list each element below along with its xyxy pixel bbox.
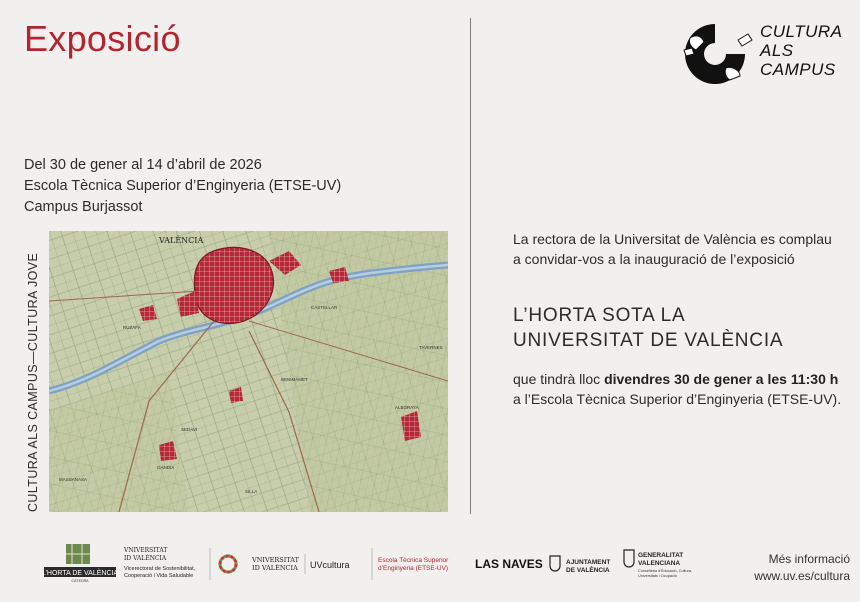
map-city-label: VALÈNCIA	[159, 236, 204, 245]
map-place-label: TAVERNES	[419, 345, 443, 350]
exhibition-title-line: UNIVERSITAT DE VALÈNCIA	[513, 330, 784, 351]
more-info-url[interactable]: www.uv.es/cultura	[754, 569, 850, 583]
details-datetime: divendres 30 de gener a les 11:30 h	[604, 371, 839, 387]
event-dates: Del 30 de gener al 14 d’abril de 2026	[24, 157, 262, 173]
svg-text:UVcultura: UVcultura	[310, 560, 350, 570]
exhibition-title	[513, 303, 843, 353]
catedra-horta-logo	[42, 544, 119, 583]
svg-text:ID VALÈNCIA: ID VALÈNCIA	[124, 555, 167, 562]
details-prefix: que tindrà lloc	[513, 371, 605, 387]
svg-text:LAS NAVES: LAS NAVES	[475, 557, 543, 571]
svg-text:Universitats i Ocupació: Universitats i Ocupació	[638, 574, 677, 578]
map-place-label: GANDIA	[157, 465, 175, 470]
logo-line: ALS	[760, 41, 794, 60]
details-suffix: a l’Escola Tècnica Superior d’Enginyeria (ETSE-UV).	[513, 391, 842, 407]
ajuntament-logo	[550, 556, 610, 574]
svg-text:VNIVERSITAT: VNIVERSITAT	[252, 556, 299, 564]
svg-text:Conselleria d’Educació, Cultur: Conselleria d’Educació, Cultura,	[638, 569, 693, 573]
vertical-caption: CULTURA ALS CAMPUS—CULTURA JOVE	[26, 252, 40, 512]
svg-text:DE VALÈNCIA: DE VALÈNCIA	[566, 567, 610, 574]
logo-line: CULTURA	[760, 22, 843, 41]
etse-logo	[378, 557, 449, 572]
column-divider	[470, 18, 471, 514]
las-naves-logo	[475, 557, 543, 571]
map-place-label: SILLA	[245, 489, 258, 494]
sdg-wheel-icon	[220, 556, 236, 572]
map-place-label: BENIMAMET	[281, 377, 308, 382]
map-place-label: RUZAFA	[123, 325, 141, 330]
svg-text:Vicerectorat de Sostenibilitat: Vicerectorat de Sostenibilitat,	[124, 566, 196, 572]
uv-vicerectorat-logo	[123, 547, 210, 580]
logo-wordmark	[760, 22, 843, 79]
svg-text:ID VALÈNCIA: ID VALÈNCIA	[252, 564, 298, 572]
svg-text:VALENCIANA: VALENCIANA	[638, 560, 681, 567]
svg-text:Escola Tècnica Superior: Escola Tècnica Superior	[378, 557, 449, 564]
svg-text:d’Enginyeria (ETSE-UV): d’Enginyeria (ETSE-UV)	[378, 565, 449, 572]
catedra-label: L’HORTA DE VALÈNCIA	[41, 570, 119, 577]
map-place-label: ALBORAYA	[395, 405, 419, 410]
svg-text:Cooperació i Vida Saludable: Cooperació i Vida Saludable	[124, 573, 194, 579]
svg-text:VNIVERSITAT: VNIVERSITAT	[124, 547, 168, 554]
event-campus: Campus Burjassot	[24, 199, 143, 215]
more-info-label: Més informació	[768, 552, 850, 566]
logo-line: CAMPUS	[760, 60, 836, 79]
exhibition-title-line: L’HORTA SOTA LA	[513, 305, 686, 326]
event-info	[24, 155, 341, 218]
map-place-label: SEDAVÍ	[181, 427, 198, 432]
svg-text:AJUNTAMENT: AJUNTAMENT	[566, 559, 611, 566]
uv-cultura-logo	[251, 548, 372, 580]
map-place-label: CASTELLAR	[311, 305, 338, 310]
generalitat-logo	[624, 550, 692, 578]
logo-hands-icon	[682, 20, 758, 86]
historic-map-image	[49, 231, 448, 512]
event-details	[513, 369, 843, 409]
invitation-intro: La rectora de la Universitat de València es complau a convidar-vos a la inauguració de l’exposició	[513, 231, 832, 267]
map-place-label: MASSANASA	[59, 477, 88, 482]
svg-text:GENERALITAT: GENERALITAT	[638, 552, 684, 559]
catedra-top: CÀTEDRA	[71, 579, 89, 583]
page-title: Exposició	[24, 18, 181, 59]
sponsor-logos	[0, 540, 760, 590]
event-venue: Escola Tècnica Superior d’Enginyeria (ETSE-UV)	[24, 178, 342, 194]
map-illustration	[49, 231, 448, 512]
more-info	[740, 551, 850, 585]
